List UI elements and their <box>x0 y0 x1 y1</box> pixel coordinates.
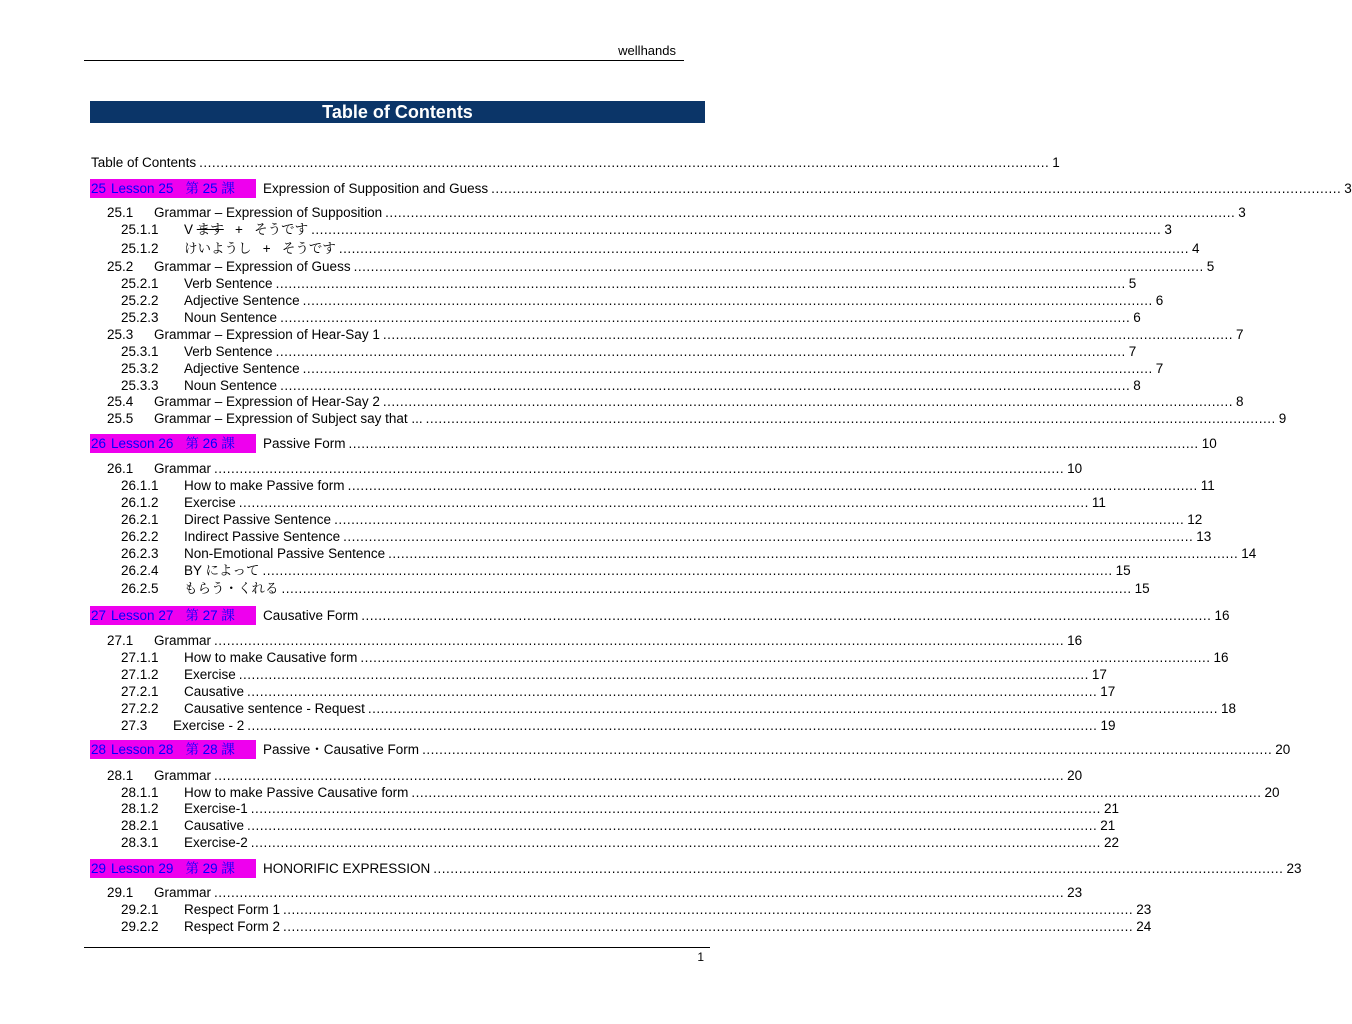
entry-page-number: 20 <box>1275 742 1291 757</box>
lesson-tag <box>90 859 256 878</box>
page-number: 1 <box>697 950 704 964</box>
entry-page-number: 15 <box>1115 563 1131 578</box>
entry-title: けいようし + そうです <box>184 241 336 256</box>
toc-entry[interactable] <box>0 360 1164 377</box>
entry-page-number: 22 <box>1103 835 1119 850</box>
entry-page-number: 7 <box>1155 361 1164 376</box>
entry-title: Passive Form <box>263 436 346 451</box>
toc-entry[interactable] <box>0 528 1212 545</box>
dot-leader: ........................................................................................................................................................................................................ <box>238 667 1089 682</box>
entry-title: Indirect Passive Sentence <box>184 529 341 544</box>
entry-title: Grammar – Expression of Hear-Say 2 <box>154 394 380 409</box>
entry-title <box>184 221 308 238</box>
dot-leader: ........................................................................................................................................................................................................ <box>425 411 1276 426</box>
entry-title: Grammar <box>154 633 211 648</box>
entry-page-number: 21 <box>1100 818 1116 833</box>
dot-leader: ........................................................................................................................................................................................................ <box>348 436 1199 451</box>
entry-number: 27.1.1 <box>121 650 159 665</box>
entry-number: 26.2.5 <box>121 581 159 596</box>
dot-leader: ........................................................................................................................................................................................................ <box>214 633 1065 648</box>
dot-leader: ........................................................................................................................................................................................................ <box>247 818 1098 833</box>
toc-entry[interactable] <box>0 834 1119 851</box>
entry-title-part: V <box>184 222 197 237</box>
lesson-japanese: 第 28 課 <box>185 742 235 757</box>
entry-title-strike: ます <box>196 222 224 237</box>
toc-lesson-row[interactable] <box>0 180 1352 197</box>
toc-entry[interactable] <box>0 666 1107 683</box>
entry-title: Verb Sentence <box>184 344 273 359</box>
entry-title: Respect Form 2 <box>184 919 281 934</box>
lesson-number: 27 <box>91 608 107 623</box>
toc-entry[interactable] <box>0 204 1246 221</box>
entry-title: Exercise <box>184 667 236 682</box>
toc-entry[interactable] <box>0 545 1257 562</box>
lesson-japanese: 第 29 課 <box>185 861 235 876</box>
entry-number: 27.2.1 <box>121 684 159 699</box>
dot-leader: ........................................................................................................................................................................................................ <box>214 885 1065 900</box>
toc-lesson-row[interactable] <box>0 741 1291 758</box>
entry-page-number: 16 <box>1214 608 1230 623</box>
dot-leader: ........................................................................................................................................................................................................ <box>338 241 1190 256</box>
entry-number: 28.1.1 <box>121 785 159 800</box>
dot-leader: ........................................................................................................................................................................................................ <box>281 581 1132 596</box>
dot-leader: ........................................................................................................................................................................................................ <box>275 344 1126 359</box>
entry-page-number: 7 <box>1128 344 1137 359</box>
entry-title: Passive・Causative Form <box>263 742 420 757</box>
lesson-tag <box>90 434 256 453</box>
toc-entry[interactable] <box>0 700 1237 717</box>
entry-number: 26.2.1 <box>121 512 159 527</box>
dot-leader: ........................................................................................................................................................................................................ <box>382 327 1233 342</box>
entry-page-number: 10 <box>1201 436 1217 451</box>
entry-page-number: 3 <box>1164 222 1172 237</box>
entry-title: Exercise <box>184 495 236 510</box>
entry-page-number: 20 <box>1067 768 1083 783</box>
toc-entry[interactable] <box>0 817 1116 834</box>
entry-number: 26.2.2 <box>121 529 159 544</box>
entry-title: BY によって <box>184 563 260 578</box>
entry-title: How to make Passive form <box>184 478 345 493</box>
lesson-tag <box>90 179 256 198</box>
toc-entry[interactable] <box>0 393 1244 410</box>
header-brand: wellhands <box>618 43 676 58</box>
lesson-name: Lesson 28 <box>111 742 174 757</box>
toc-entry[interactable] <box>0 494 1106 511</box>
entry-title: How to make Passive Causative form <box>184 785 409 800</box>
entry-title: Grammar – Expression of Guess <box>154 259 351 274</box>
dot-leader: ........................................................................................................................................................................................................ <box>199 155 1050 170</box>
entry-number: 26.1 <box>107 461 134 476</box>
entry-page-number: 23 <box>1136 902 1152 917</box>
toc-entry[interactable] <box>0 649 1229 666</box>
toc-entry[interactable] <box>0 477 1215 494</box>
entry-title: Direct Passive Sentence <box>184 512 332 527</box>
entry-number: 26.1.2 <box>121 495 159 510</box>
toc-entry[interactable] <box>0 800 1119 817</box>
entry-number: 27.1 <box>107 633 134 648</box>
entry-number: 27.1.2 <box>121 667 159 682</box>
toc-entry[interactable] <box>0 309 1141 326</box>
dot-leader: ........................................................................................................................................................................................................ <box>302 293 1153 308</box>
entry-page-number: 17 <box>1091 667 1107 682</box>
entry-page-number: 19 <box>1100 718 1116 733</box>
entry-title: Grammar <box>154 768 211 783</box>
entry-title: Causative sentence - Request <box>184 701 365 716</box>
dot-leader: ........................................................................................................................................................................................................ <box>302 361 1153 376</box>
entry-page-number: 16 <box>1067 633 1083 648</box>
toc-entry[interactable] <box>0 884 1083 901</box>
toc-entry[interactable] <box>0 221 1172 238</box>
entry-number: 25.2 <box>107 259 134 274</box>
toc-entry[interactable] <box>0 784 1280 801</box>
lesson-japanese: 第 25 課 <box>185 181 235 196</box>
entry-page-number: 5 <box>1128 276 1137 291</box>
entry-title: Grammar – Expression of Hear-Say 1 <box>154 327 380 342</box>
toc-entry[interactable] <box>0 717 1116 734</box>
toc-entry[interactable] <box>0 343 1137 360</box>
dot-leader: ........................................................................................................................................................................................................ <box>280 310 1131 325</box>
dot-leader: ........................................................................................................................................................................................................ <box>388 546 1239 561</box>
entry-page-number: 17 <box>1100 684 1116 699</box>
dot-leader: ........................................................................................................................................................................................................ <box>283 919 1134 934</box>
toc-entry[interactable] <box>0 326 1244 343</box>
entry-title: Verb Sentence <box>184 276 273 291</box>
entry-page-number: 23 <box>1067 885 1083 900</box>
entry-number: 28.3.1 <box>121 835 159 850</box>
dot-leader: ........................................................................................................................................................................................................ <box>347 478 1198 493</box>
entry-title: Adjective Sentence <box>184 361 300 376</box>
entry-page-number: 1 <box>1052 155 1060 170</box>
entry-page-number: 11 <box>1091 495 1106 510</box>
toc-entry[interactable] <box>0 901 1152 918</box>
entry-page-number: 18 <box>1221 701 1237 716</box>
entry-number: 25.2.2 <box>121 293 159 308</box>
dot-leader: ........................................................................................................................................................................................................ <box>311 222 1162 237</box>
entry-number: 25.3.1 <box>121 344 159 359</box>
footer-divider <box>84 947 710 948</box>
lesson-number: 25 <box>91 181 107 196</box>
toc-entry[interactable] <box>0 292 1164 309</box>
entry-number: 25.1 <box>107 205 134 220</box>
toc-lesson-row[interactable] <box>0 607 1230 624</box>
dot-leader: ........................................................................................................................................................................................................ <box>250 835 1101 850</box>
entry-number: 25.4 <box>107 394 134 409</box>
entry-title: Exercise-2 <box>184 835 248 850</box>
entry-title: Grammar – Expression of Subject say that ... <box>154 411 423 426</box>
entry-number: 25.3 <box>107 327 134 342</box>
entry-page-number: 15 <box>1134 581 1150 596</box>
dot-leader: ........................................................................................................................................................................................................ <box>238 495 1089 510</box>
lesson-name: Lesson 29 <box>111 861 174 876</box>
entry-number: 26.2.3 <box>121 546 159 561</box>
entry-page-number: 3 <box>1238 205 1246 220</box>
entry-title: Exercise-1 <box>184 801 248 816</box>
entry-title: Respect Form 1 <box>184 902 281 917</box>
lesson-tag <box>90 606 256 625</box>
entry-title: もらう・くれる <box>184 581 279 596</box>
entry-number: 26.1.1 <box>121 478 159 493</box>
entry-number: 28.1.2 <box>121 801 159 816</box>
dot-leader: ........................................................................................................................................................................................................ <box>214 768 1065 783</box>
lesson-name: Lesson 26 <box>111 436 174 451</box>
entry-title: Noun Sentence <box>184 310 278 325</box>
dot-leader: ........................................................................................................................................................................................................ <box>385 205 1236 220</box>
entry-page-number: 20 <box>1264 785 1280 800</box>
entry-title: Grammar – Expression of Supposition <box>154 205 383 220</box>
entry-page-number: 23 <box>1286 861 1302 876</box>
entry-page-number: 14 <box>1241 546 1257 561</box>
entry-title: Table of Contents <box>91 155 197 170</box>
dot-leader: ........................................................................................................................................................................................................ <box>360 650 1211 665</box>
dot-leader: ........................................................................................................................................................................................................ <box>367 701 1219 716</box>
toc-entry[interactable] <box>0 240 1200 257</box>
dot-leader: ........................................................................................................................................................................................................ <box>250 801 1101 816</box>
entry-page-number: 6 <box>1133 310 1141 325</box>
lesson-japanese: 第 27 課 <box>185 608 235 623</box>
entry-title: Grammar <box>154 461 211 476</box>
entry-page-number: 8 <box>1236 394 1244 409</box>
entry-number: 25.2.3 <box>121 310 159 325</box>
lesson-name: Lesson 27 <box>111 608 174 623</box>
dot-leader: ........................................................................................................................................................................................................ <box>247 718 1098 733</box>
entry-page-number: 9 <box>1278 411 1287 426</box>
lesson-tag <box>90 740 256 759</box>
entry-page-number: 12 <box>1187 512 1203 527</box>
dot-leader: ........................................................................................................................................................................................................ <box>275 276 1126 291</box>
entry-page-number: 3 <box>1344 181 1352 196</box>
toc-entry[interactable] <box>0 154 1060 171</box>
entry-title: Causative <box>184 684 245 699</box>
toc-lesson-row[interactable] <box>0 435 1217 452</box>
entry-number: 26.2.4 <box>121 563 159 578</box>
entry-number: 25.3.3 <box>121 378 159 393</box>
entry-title: Adjective Sentence <box>184 293 300 308</box>
entry-title: Noun Sentence <box>184 378 278 393</box>
toc-entry[interactable] <box>0 683 1116 700</box>
toc-entry[interactable] <box>0 632 1083 649</box>
entry-number: 27.3 <box>121 718 148 733</box>
entry-page-number: 16 <box>1213 650 1229 665</box>
entry-number: 25.3.2 <box>121 361 159 376</box>
entry-title-part: + そうです <box>223 222 309 237</box>
entry-page-number: 6 <box>1155 293 1164 308</box>
entry-page-number: 11 <box>1200 478 1215 493</box>
dot-leader: ........................................................................................................................................................................................................ <box>491 181 1342 196</box>
entry-title: Causative <box>184 818 245 833</box>
entry-page-number: 4 <box>1192 241 1200 256</box>
entry-title: Non-Emotional Passive Sentence <box>184 546 386 561</box>
entry-page-number: 21 <box>1103 801 1119 816</box>
entry-number: 29.1 <box>107 885 134 900</box>
entry-title: Exercise - 2 <box>173 718 245 733</box>
toc-entry[interactable] <box>0 258 1215 275</box>
entry-number: 25.5 <box>107 411 134 426</box>
dot-leader: ........................................................................................................................................................................................................ <box>411 785 1262 800</box>
dot-leader: ........................................................................................................................................................................................................ <box>214 461 1065 476</box>
toc-entry[interactable] <box>0 562 1131 579</box>
toc-lesson-row[interactable] <box>0 860 1302 877</box>
entry-number: 29.2.1 <box>121 902 159 917</box>
toc-entry[interactable] <box>0 460 1083 477</box>
entry-page-number: 7 <box>1236 327 1244 342</box>
entry-number: 29.2.2 <box>121 919 159 934</box>
toc-entry[interactable] <box>0 410 1287 427</box>
dot-leader: ........................................................................................................................................................................................................ <box>343 529 1194 544</box>
dot-leader: ........................................................................................................................................................................................................ <box>280 378 1131 393</box>
entry-page-number: 10 <box>1067 461 1083 476</box>
toc-entry[interactable] <box>0 511 1203 528</box>
entry-title: Causative Form <box>263 608 359 623</box>
dot-leader: ........................................................................................................................................................................................................ <box>361 608 1212 623</box>
toc-entry[interactable] <box>0 377 1141 394</box>
entry-number: 25.1.2 <box>121 241 159 256</box>
dot-leader: ........................................................................................................................................................................................................ <box>247 684 1098 699</box>
entry-page-number: 8 <box>1133 378 1141 393</box>
dot-leader: ........................................................................................................................................................................................................ <box>382 394 1233 409</box>
lesson-name: Lesson 25 <box>111 181 174 196</box>
toc-entry[interactable] <box>0 275 1137 292</box>
entry-number: 28.2.1 <box>121 818 159 833</box>
dot-leader: ........................................................................................................................................................................................................ <box>353 259 1204 274</box>
entry-title: HONORIFIC EXPRESSION <box>263 861 431 876</box>
entry-page-number: 24 <box>1136 919 1152 934</box>
toc-entry[interactable] <box>0 580 1150 597</box>
dot-leader: ........................................................................................................................................................................................................ <box>262 563 1113 578</box>
dot-leader: ........................................................................................................................................................................................................ <box>433 861 1284 876</box>
entry-number: 28.1 <box>107 768 134 783</box>
dot-leader: ........................................................................................................................................................................................................ <box>422 742 1273 757</box>
lesson-number: 28 <box>91 742 107 757</box>
entry-title: Expression of Supposition and Guess <box>263 181 489 196</box>
dot-leader: ........................................................................................................................................................................................................ <box>283 902 1134 917</box>
entry-title: How to make Causative form <box>184 650 358 665</box>
lesson-japanese: 第 26 課 <box>185 436 235 451</box>
entry-page-number: 13 <box>1196 529 1212 544</box>
entry-number: 25.1.1 <box>121 222 159 237</box>
lesson-number: 29 <box>91 861 107 876</box>
toc-banner-title: Table of Contents <box>90 101 705 123</box>
dot-leader: ........................................................................................................................................................................................................ <box>334 512 1185 527</box>
lesson-number: 26 <box>91 436 107 451</box>
entry-number: 27.2.2 <box>121 701 159 716</box>
entry-number: 25.2.1 <box>121 276 159 291</box>
entry-page-number: 5 <box>1206 259 1215 274</box>
toc-entry[interactable] <box>0 767 1083 784</box>
entry-title: Grammar <box>154 885 211 900</box>
toc-entry[interactable] <box>0 918 1152 935</box>
